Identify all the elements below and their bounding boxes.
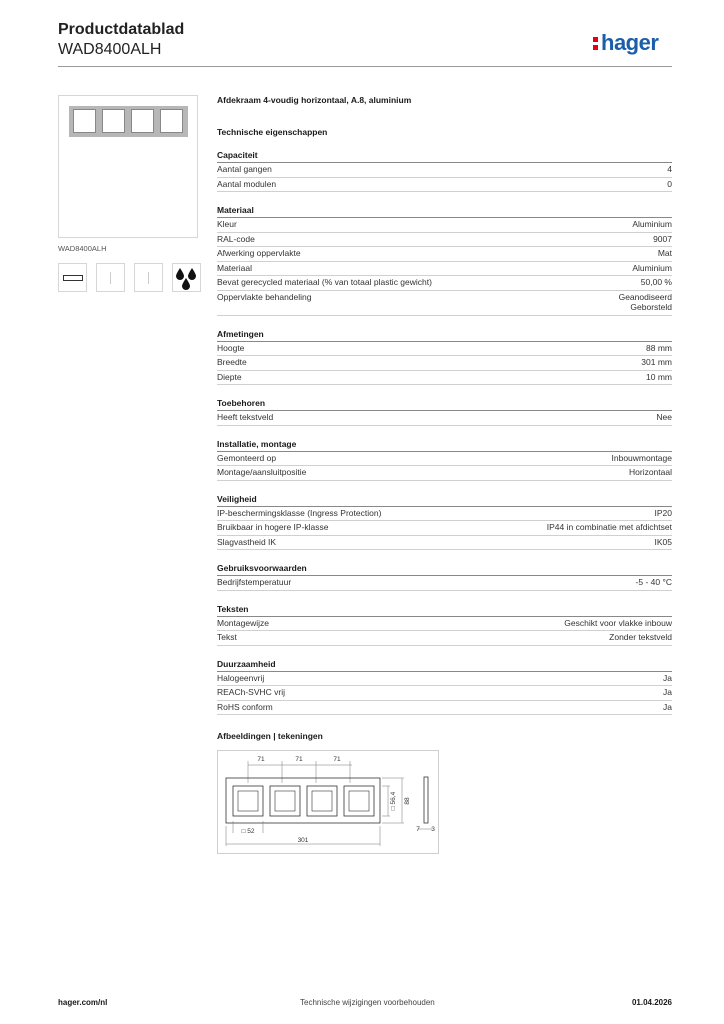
drawing-title: Afbeeldingen | tekeningen bbox=[217, 731, 323, 741]
section-title: Installatie, montage bbox=[217, 439, 672, 452]
spec-label: Heeft tekstveld bbox=[217, 412, 274, 422]
section-title: Materiaal bbox=[217, 205, 672, 218]
spec-section bbox=[217, 563, 672, 591]
spec-label: Slagvastheid IK bbox=[217, 536, 277, 547]
technical-properties-title: Technische eigenschappen bbox=[217, 127, 328, 137]
spec-value: Ja bbox=[663, 672, 672, 683]
dim-pitch-1: 71 bbox=[257, 756, 265, 763]
spec-value: 9007 bbox=[653, 233, 672, 244]
spec-row bbox=[217, 536, 672, 551]
spec-value: 4 bbox=[667, 164, 672, 174]
spec-value: 10 mm bbox=[646, 371, 672, 382]
spec-row bbox=[217, 371, 672, 386]
thumbnail-ip-rating[interactable] bbox=[172, 263, 201, 292]
spec-label: RAL-code bbox=[217, 233, 255, 244]
spec-label: Diepte bbox=[217, 371, 242, 382]
spec-sections bbox=[217, 150, 672, 715]
header bbox=[58, 20, 184, 59]
spec-row bbox=[217, 411, 672, 426]
spec-label: Halogeenvrij bbox=[217, 672, 265, 683]
spec-label: Gemonteerd op bbox=[217, 452, 277, 463]
spec-row bbox=[217, 276, 672, 291]
spec-section bbox=[217, 604, 672, 646]
image-caption: WAD8400ALH bbox=[58, 244, 107, 253]
spec-value: Ja bbox=[663, 687, 672, 697]
product-code: WAD8400ALH bbox=[58, 41, 162, 58]
spec-section bbox=[217, 398, 672, 426]
spec-row bbox=[217, 686, 672, 701]
spec-row bbox=[217, 672, 672, 687]
frame-opening bbox=[160, 109, 183, 133]
section-title: Capaciteit bbox=[217, 150, 672, 163]
dim-pitch-2: 71 bbox=[295, 756, 303, 763]
dim-depth-b: 3 bbox=[431, 826, 435, 833]
dim-pitch-3: 71 bbox=[333, 756, 341, 763]
spec-label: Aantal gangen bbox=[217, 164, 272, 174]
spec-value: Aluminium bbox=[632, 262, 672, 273]
spec-row bbox=[217, 233, 672, 248]
spec-label: REACh-SVHC vrij bbox=[217, 687, 286, 697]
header-divider bbox=[58, 66, 672, 67]
spec-label: Bevat gerecycled materiaal (% van totaal plastic gewicht) bbox=[217, 277, 432, 287]
spec-label: Montage/aansluitpositie bbox=[217, 467, 307, 477]
spec-value: Horizontaal bbox=[629, 467, 672, 477]
spec-label: Materiaal bbox=[217, 262, 252, 273]
dim-inner-height: □ 56,4 bbox=[390, 791, 397, 811]
footer-date: 01.04.2026 bbox=[631, 998, 672, 1007]
frame-opening bbox=[73, 109, 96, 133]
section-title: Afmetingen bbox=[217, 329, 672, 342]
spec-value: 88 mm bbox=[646, 342, 672, 353]
spec-label: IP-beschermingsklasse (Ingress Protection) bbox=[217, 507, 382, 518]
section-title: Teksten bbox=[217, 604, 672, 617]
water-drops-icon bbox=[173, 264, 200, 291]
thumbnail-side-view-2[interactable] bbox=[134, 263, 163, 292]
section-title: Gebruiksvoorwaarden bbox=[217, 563, 672, 576]
frame-opening bbox=[131, 109, 154, 133]
spec-value: 0 bbox=[667, 178, 672, 189]
spec-row bbox=[217, 631, 672, 646]
spec-value: Mat bbox=[657, 248, 672, 258]
spec-value: Geschikt voor vlakke inbouw bbox=[564, 617, 672, 628]
spec-row bbox=[217, 507, 672, 522]
spec-label: Oppervlakte behandeling bbox=[217, 291, 312, 302]
dim-depth-a: 7 bbox=[416, 826, 420, 833]
spec-row bbox=[217, 521, 672, 536]
hager-logo bbox=[593, 30, 658, 56]
dim-height: 88 bbox=[404, 797, 411, 805]
spec-row bbox=[217, 452, 672, 467]
spec-value: Geanodiseerd Geborsteld bbox=[618, 291, 672, 312]
spec-label: Hoogte bbox=[217, 342, 245, 353]
spec-value: Aluminium bbox=[632, 219, 672, 229]
spec-section bbox=[217, 439, 672, 481]
spec-row bbox=[217, 163, 672, 178]
dim-opening: □ 52 bbox=[241, 828, 255, 835]
product-description: Afdekraam 4-voudig horizontaal, A.8, aluminium bbox=[217, 95, 412, 105]
spec-row bbox=[217, 218, 672, 233]
footer-website[interactable]: hager.com/nl bbox=[58, 998, 108, 1007]
spec-row bbox=[217, 247, 672, 262]
spec-label: RoHS conform bbox=[217, 701, 273, 712]
line-icon bbox=[110, 272, 111, 284]
product-image bbox=[58, 95, 198, 238]
spec-label: Aantal modulen bbox=[217, 178, 277, 189]
spec-label: Afwerking oppervlakte bbox=[217, 248, 301, 258]
spec-section bbox=[217, 329, 672, 386]
technical-drawing bbox=[217, 750, 439, 854]
spec-section bbox=[217, 494, 672, 551]
frame-opening bbox=[102, 109, 125, 133]
footer-disclaimer: Technische wijzigingen voorbehouden bbox=[300, 998, 435, 1007]
dim-width: 301 bbox=[297, 837, 309, 844]
spec-value: 50,00 % bbox=[640, 277, 672, 287]
thumbnail-frame-outline[interactable] bbox=[58, 263, 87, 292]
spec-row bbox=[217, 291, 672, 316]
section-title: Duurzaamheid bbox=[217, 659, 672, 672]
spec-row bbox=[217, 262, 672, 277]
thumbnail-side-view[interactable] bbox=[96, 263, 125, 292]
spec-value: IP20 bbox=[654, 507, 672, 518]
spec-value: 301 mm bbox=[641, 357, 672, 367]
logo-text: hager bbox=[601, 30, 659, 55]
spec-section bbox=[217, 150, 672, 192]
spec-row bbox=[217, 466, 672, 481]
spec-label: Breedte bbox=[217, 357, 247, 367]
spec-label: Bruikbaar in hogere IP-klasse bbox=[217, 522, 329, 532]
spec-value: -5 - 40 °C bbox=[635, 577, 672, 587]
spec-value: IK05 bbox=[654, 536, 672, 547]
spec-label: Tekst bbox=[217, 632, 237, 642]
frame-outline-icon bbox=[63, 275, 83, 281]
spec-content bbox=[217, 95, 672, 715]
spec-row bbox=[217, 701, 672, 716]
frame-picture bbox=[69, 106, 188, 137]
spec-row bbox=[217, 178, 672, 193]
spec-value: Ja bbox=[663, 701, 672, 712]
logo-dots-icon bbox=[593, 35, 599, 51]
spec-row bbox=[217, 342, 672, 357]
line-icon bbox=[148, 272, 149, 284]
spec-value: Inbouwmontage bbox=[611, 452, 672, 463]
section-title: Veiligheid bbox=[217, 494, 672, 507]
spec-value: Nee bbox=[656, 412, 672, 422]
section-title: Toebehoren bbox=[217, 398, 672, 411]
spec-row bbox=[217, 576, 672, 591]
spec-section bbox=[217, 205, 672, 316]
spec-row bbox=[217, 356, 672, 371]
spec-value: IP44 in combinatie met afdichtset bbox=[546, 522, 672, 532]
spec-label: Bedrijfstemperatuur bbox=[217, 577, 292, 587]
spec-label: Montagewijze bbox=[217, 617, 269, 628]
dimension-drawing-svg bbox=[218, 751, 438, 853]
spec-label: Kleur bbox=[217, 219, 237, 229]
document-title: Productdatablad bbox=[58, 21, 185, 38]
spec-row bbox=[217, 617, 672, 632]
spec-section bbox=[217, 659, 672, 716]
spec-value: Zonder tekstveld bbox=[609, 632, 672, 642]
